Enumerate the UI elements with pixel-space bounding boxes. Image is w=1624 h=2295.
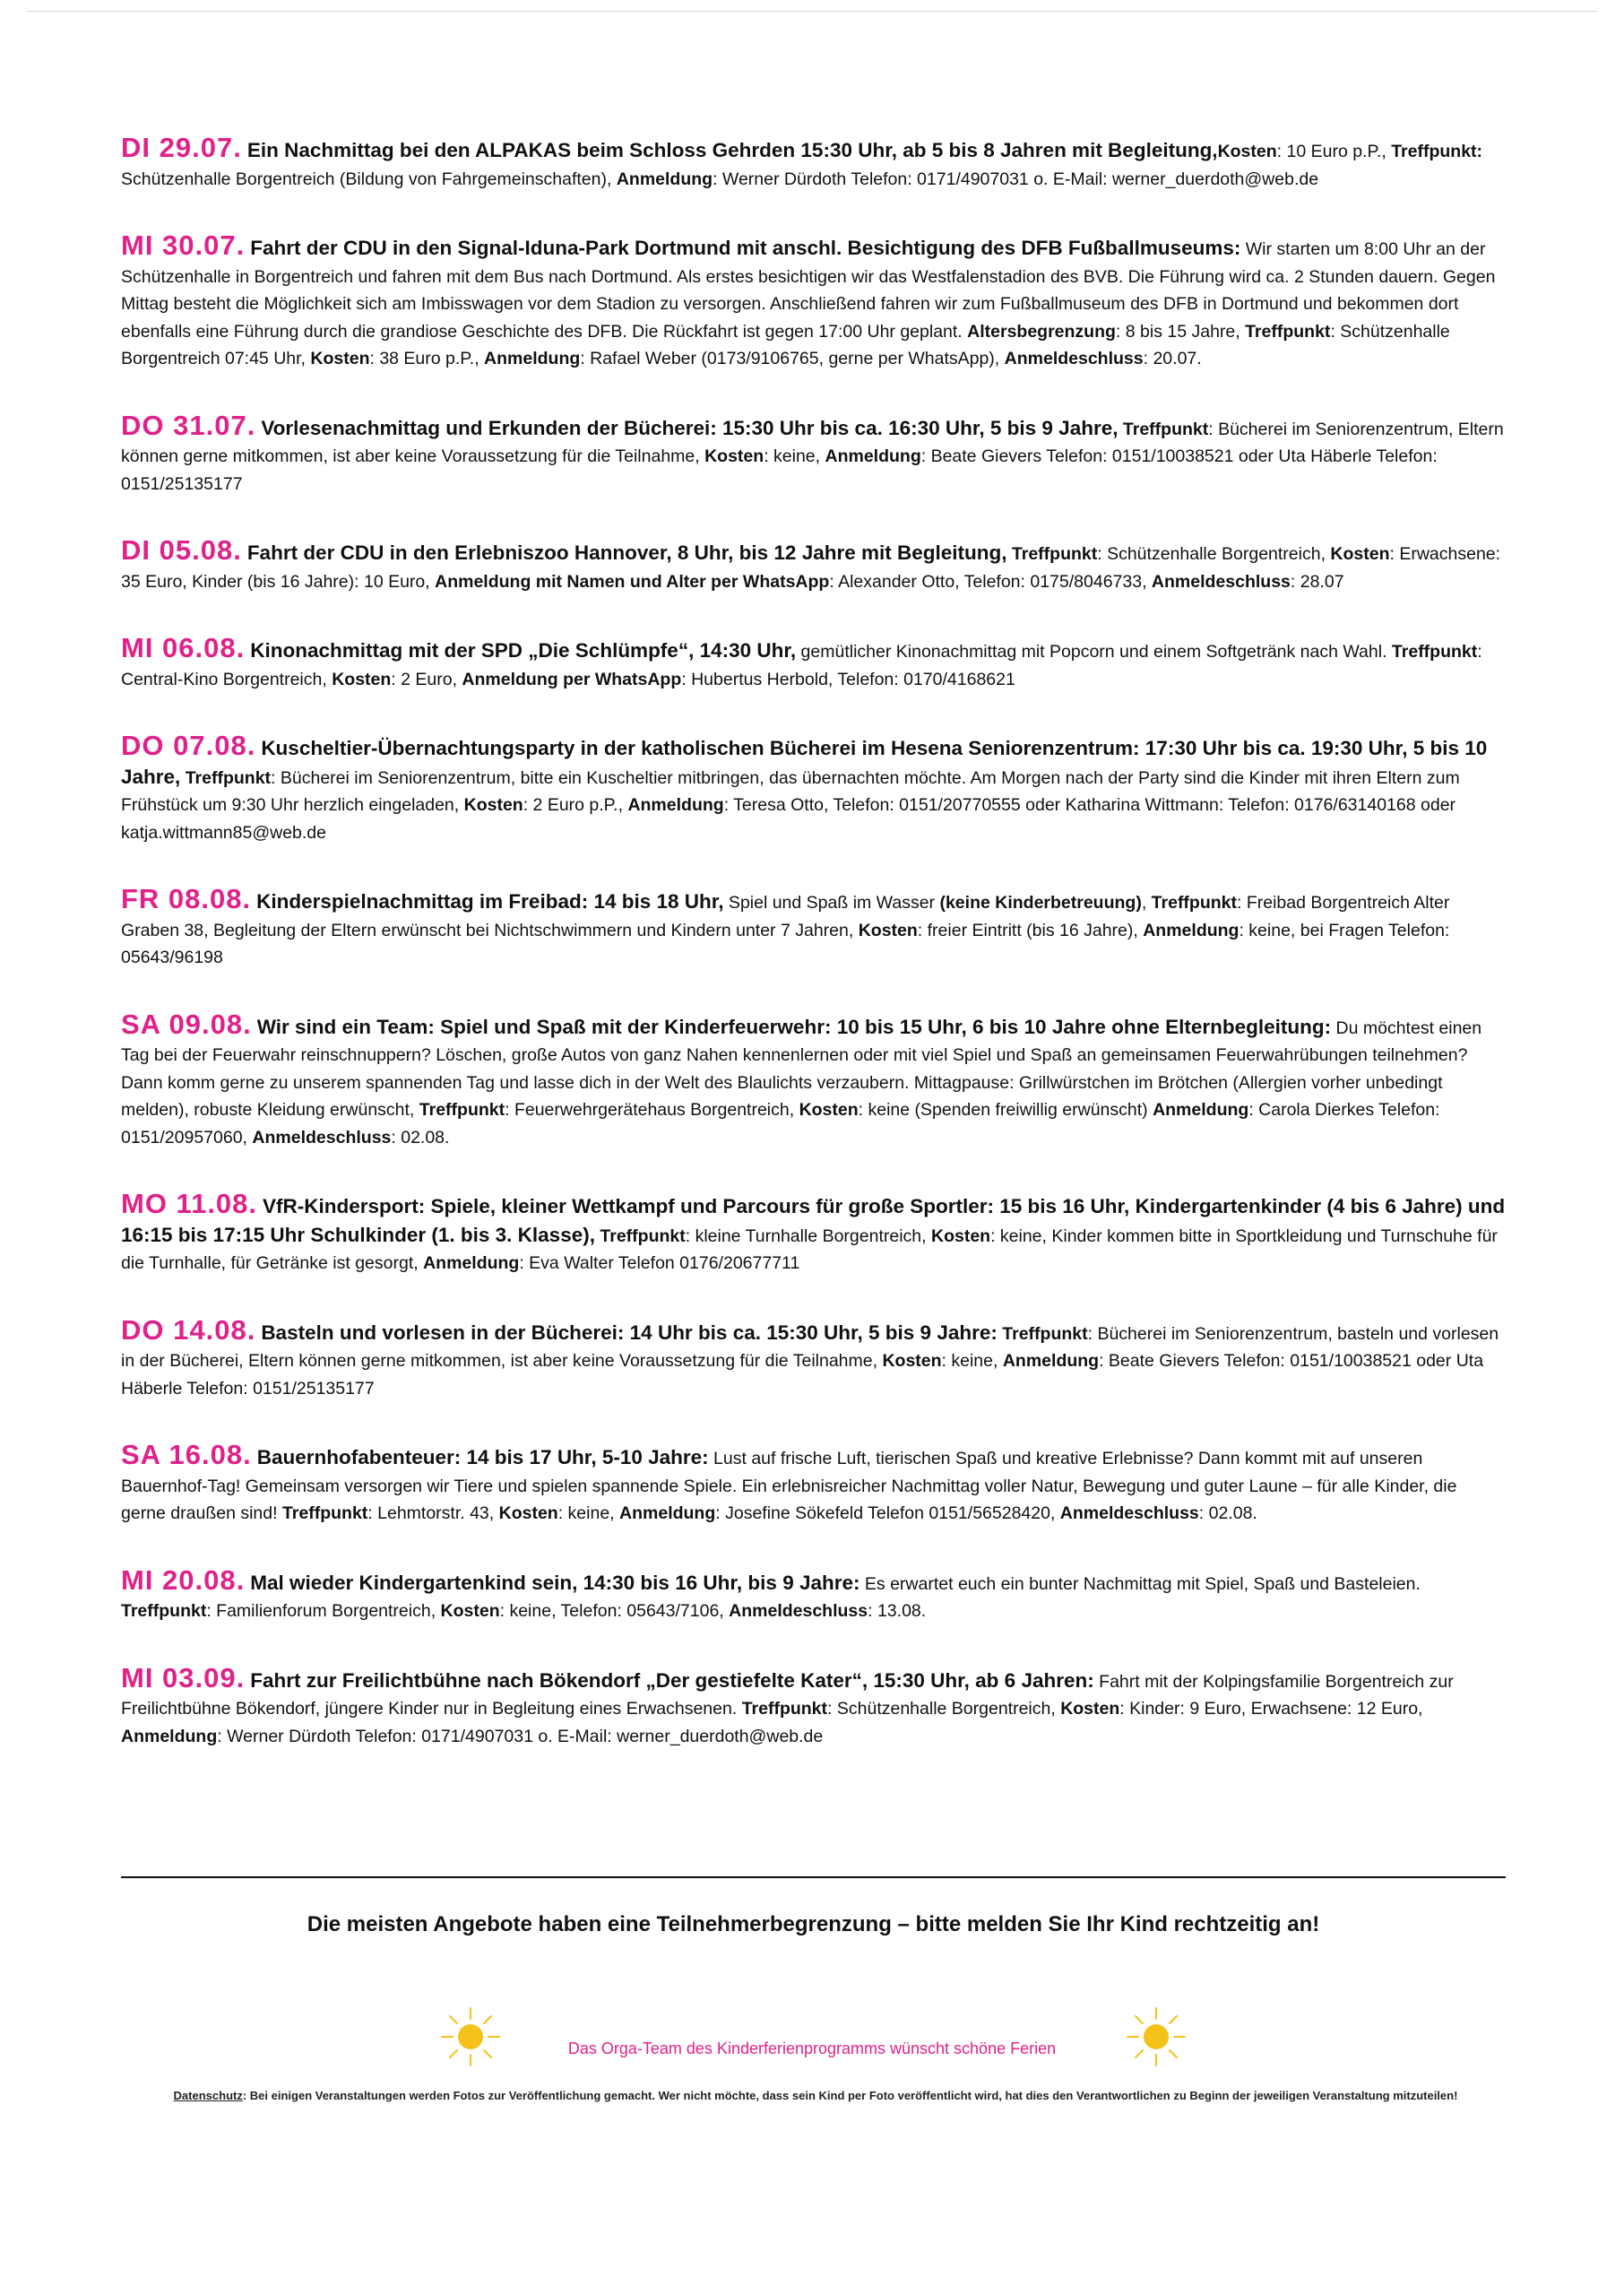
event-field-label: Kosten [1060,1699,1120,1719]
event-headline: Kuscheltier-Übernachtungsparty in der katholischen Bücherei im Hesena Seniorenzentrum: 17:30 Uhr bis ca. 19:30 Uhr, 5 bis 10 Jahre, [121,737,1488,788]
event-field-label: Anmeldeschluss [729,1601,868,1621]
event-entry [121,1313,1506,1403]
event-entry [121,1661,1506,1751]
event-field-label: Kosten [498,1503,558,1523]
event-field-text: : Erwachsene: 35 Euro, Kinder (bis 16 Jahre): 10 Euro, [121,544,1501,592]
event-field-text: : Feuerwehrgerätehaus Borgentreich, [505,1100,799,1120]
event-field-label: Kosten [882,1351,942,1371]
event-entry [121,632,1506,693]
event-field-label: Anmeldung [619,1503,716,1523]
event-date: FR 08.08. [121,883,252,914]
event-field-label: Treffpunkt [1245,321,1331,342]
event-field-text: : Beate Gievers Telefon: 0151/10038521 oder Uta Häberle Telefon: 0151/25135177 [121,1351,1484,1399]
event-field-text: : 13.08. [868,1601,927,1621]
event-field-text: : Schützenhalle Borgentreich 07:45 Uhr, [121,321,1450,368]
event-field-text: : keine, bei Fragen Telefon: 05643/96198 [121,920,1450,967]
event-headline: Basteln und vorlesen in der Bücherei: 14 Uhr bis ca. 15:30 Uhr, 5 bis 9 Jahre: [261,1321,998,1344]
event-field-label: Kosten [704,446,764,466]
event-headline: Wir sind ein Team: Spiel und Spaß mit der Kinderfeuerwehr: 10 bis 15 Uhr, 6 bis 10 Jahre ohne Elternbegleitung: [256,1015,1332,1038]
event-field-label: Treffpunkt: [1391,142,1483,161]
event-entry [121,534,1506,595]
event-field-text: Lust auf frische Luft, tierischen Spaß und kreative Erlebnisse? Dann kommt mit auf unseren Bauernhof-Tag! Gemeinsam versorgen wir Tiere und spielen spannende Spiele. Ein erlebnisreicher Nachmittag voller Natur, Bewegung und guter Laune – für alle Kinder, die gerne draußen sind! [121,1449,1457,1523]
event-field-label: Anmeldung [484,349,581,368]
privacy-label: Datenschutz [173,2089,243,2102]
event-field-label: Treffpunkt [1151,893,1238,913]
event-field-label: Anmeldung [1002,1351,1100,1371]
event-field-label: Treffpunkt [180,767,272,788]
event-headline: Fahrt der CDU in den Signal-Iduna-Park Dortmund mit anschl. Besichtigung des DFB Fußballmuseums: [250,237,1241,259]
event-field-label: Kosten [440,1601,500,1621]
event-field-label: Treffpunkt [1391,642,1478,662]
event-field-label: Treffpunkt [281,1503,368,1523]
event-field-text: : 2 Euro p.P., [523,795,628,815]
event-field-label: Anmeldung [627,795,724,815]
event-field-label: Treffpunkt [419,1100,505,1120]
event-headline: Fahrt der CDU in den Erlebniszoo Hannover, 8 Uhr, bis 12 Jahre mit Begleitung, [246,541,1007,564]
event-entry [121,732,1506,846]
event-field-text: : Teresa Otto, Telefon: 0151/20770555 oder Katharina Wittmann: Telefon: 0176/63140168 oder katja.wittmann85@web.de [121,795,1456,843]
event-field-label: Kosten [930,1225,991,1246]
event-field-label: Kosten [463,795,523,815]
event-field-text: : Kinder: 9 Euro, Erwachsene: 12 Euro, [1119,1699,1423,1719]
event-field-text: : Central-Kino Borgentreich, [121,642,1482,689]
event-date: SA 09.08. [121,1008,252,1040]
event-field-text: : 02.08. [391,1127,450,1148]
event-field-text: : Familienforum Borgentreich, [206,1601,441,1621]
event-field-label: Treffpunkt [741,1699,828,1719]
event-field-text: : Schützenhalle Borgentreich, [827,1699,1061,1719]
event-field-label: Kosten [310,349,370,368]
event-field-text: : Beate Gievers Telefon: 0151/10038521 oder Uta Häberle Telefon: 0151/25135177 [121,446,1438,494]
event-field-text: : Freibad Borgentreich Alter Graben 38, Begleitung der Eltern erwünscht bei Nichtschwimmern und Kindern unter 7 Jahren, [121,893,1450,940]
event-date: MI 03.09. [121,1661,246,1693]
event-field-label: Kosten [332,669,392,689]
event-field-label: Treffpunkt [1006,544,1098,564]
event-field-text: : Josefine Sökefeld Telefon 0151/56528420, [715,1503,1060,1523]
privacy-text: : Bei einigen Veranstaltungen werden Fotos zur Veröffentlichung gemacht. Wer nicht möchte, dass sein Kind per Foto veröffentlicht wird, hat dies den Verantwortlichen zu Beginn der jeweiligen Veranstaltung mitzuteilen! [242,2089,1458,2102]
sun-icon-left [435,2001,506,2073]
event-field-text: : 28.07 [1290,571,1344,592]
event-field-text: : 02.08. [1198,1503,1257,1523]
event-field-label: Anmeldeschluss [1151,571,1291,592]
event-field-text: Es erwartet euch ein bunter Nachmittag mit Spiel, Spaß und Basteleien. [860,1573,1421,1594]
event-date: MO 11.08. [121,1188,258,1219]
event-field-text: : 10 Euro p.P., [1276,142,1392,161]
event-field-label: Anmeldung [825,446,921,466]
event-field-label: Anmeldung [423,1253,520,1273]
event-headline: Kinderspielnachmittag im Freibad: 14 bis 18 Uhr, [256,890,724,913]
event-entry [121,1008,1506,1152]
event-field-text: Wir starten um 8:00 Uhr an der Schützenhalle in Borgentreich und fahren mit dem Bus nach Dortmund. Als erstes besichtigen wir das Westfalenstadion des BVB. Die Führung wird ca. 2 Stunden dauern. Gegen Mittag besteht die Möglichkeit sich am Imbisswagen vor dem Stadion zu versorgen. Anschließend fahren wir zum Fußballmuseum des DFB in Dortmund und bekommen dort ebenfalls eine Führung durch die grandiose Geschichte des DFB. Die Rückfahrt ist gegen 17:00 Uhr geplant. [121,239,1496,342]
event-headline: Fahrt zur Freilichtbühne nach Bökendorf „Der gestiefelte Kater“, 15:30 Uhr, ab 6 Jahren: [250,1668,1094,1692]
event-field-text: : Carola Dierkes Telefon: 0151/20957060, [121,1100,1440,1148]
event-field-label: Treffpunkt [594,1225,686,1246]
event-field-label: Kosten [1330,544,1390,564]
event-headline: Mal wieder Kindergartenkind sein, 14:30 bis 16 Uhr, bis 9 Jahre: [250,1571,860,1594]
event-entry [121,1439,1506,1528]
event-field-label: Anmeldeschluss [1004,349,1144,368]
event-headline: Vorlesenachmittag und Erkunden der Bücherei: 15:30 Uhr bis ca. 16:30 Uhr, 5 bis 9 Jahre, [261,416,1119,439]
event-field-text: : 38 Euro p.P., [369,349,485,368]
event-field-label: Treffpunkt [121,1601,207,1621]
event-field-text: : keine, Kinder kommen bitte in Sportkleidung und Turnschuhe für die Turnhalle, für Getränke ist gesorgt, [121,1225,1498,1273]
event-field-label: Anmeldung [1143,920,1240,940]
event-entry [121,1188,1506,1277]
event-date: MI 06.08. [121,632,246,663]
event-field-text: Schützenhalle Borgentreich (Bildung von Fahrgemeinschaften), [121,169,617,189]
event-field-label: Kosten [858,920,918,940]
event-field-text: : Hubertus Herbold, Telefon: 0170/4168621 [681,669,1015,689]
event-field-text: : keine, [557,1503,620,1523]
event-field-text: : keine, [764,446,825,466]
event-entry [121,232,1506,373]
event-field-text: : freier Eintritt (bis 16 Jahre), [917,920,1144,940]
event-field-text: Fahrt mit der Kolpingsfamilie Borgentreich zur Freilichtbühne Bökendorf, jüngere Kinder nur in Begleitung eines Erwachsenen. [121,1671,1454,1719]
event-field-label: Anmeldung [1153,1100,1249,1120]
event-field-text: : kleine Turnhalle Borgentreich, [685,1225,931,1246]
event-field-text: : Bücherei im Seniorenzentrum, basteln und vorlesen in der Bücherei, Eltern können gerne mitkommen, ist aber keine Voraussetzung für die Teilnahme, [121,1323,1499,1371]
event-field-label: (keine Kinderbetreuung) [939,893,1142,913]
event-field-label: Kosten [799,1100,859,1120]
event-headline: Ein Nachmittag bei den ALPAKAS beim Schloss Gehrden 15:30 Uhr, ab 5 bis 8 Jahren mit Begleitung, [246,139,1218,161]
event-entry [121,409,1506,498]
event-field-text: gemütlicher Kinonachmittag mit Popcorn und einem Softgetränk nach Wahl. [796,642,1392,662]
event-entry [121,1563,1506,1625]
event-field-text: : 2 Euro, [391,669,462,689]
event-field-label: Anmeldung per WhatsApp [462,669,682,689]
sun-icon-right [1120,2001,1192,2073]
event-field-label: Anmeldeschluss [252,1127,392,1148]
event-date: DO 07.08. [121,730,256,761]
event-date: DO 14.08. [121,1313,256,1346]
top-divider [27,11,1597,12]
event-field-text: Du möchtest einen Tag bei der Feuerwahr reinschnuppern? Löschen, große Autos von ganz Nahen kennenlernen oder mit viel Spiel und Spaß an gemeinsamen Feuerwahrübungen teilnehmen? Dann komm gerne zu unserem spannenden Tag und lasse dich in der Welt des Blaulichts verzaubern. Mittagpause: Grillwürstchen im Brötchen (Allergien vorher unbedingt melden), robuste Kleidung erwünscht, [121,1018,1482,1120]
event-field-label: Anmeldung mit Namen und Alter per WhatsApp [435,571,830,592]
event-field-text: : Schützenhalle Borgentreich, [1097,544,1331,564]
event-entry [121,134,1506,193]
event-field-text: : keine (Spenden freiwillig erwünscht) [858,1100,1153,1120]
event-headline: VfR-Kindersport: Spiele, kleiner Wettkampf und Parcours für große Sportler: 15 bis 16 Uhr, Kindergartenkinder (4 bis 6 Jahre) und 16:15 bis 17:15 Uhr Schulkinder (1. bis 3. Klasse), [121,1195,1506,1246]
event-field-label: Altersbegrenzung [967,321,1116,342]
event-headline: Bauernhofabenteuer: 14 bis 17 Uhr, 5-10 Jahre: [256,1446,709,1468]
event-field-text: : Eva Walter Telefon 0176/20677711 [519,1253,800,1273]
event-entry [121,883,1506,972]
event-date: DO 31.07. [121,409,256,441]
event-field-label: Anmeldung [616,169,713,189]
registration-notice: Die meisten Angebote haben eine Teilnehmerbegrenzung – bitte melden Sie Ihr Kind rechtzeitig an! [307,1912,1320,1936]
event-field-text: : Bücherei im Seniorenzentrum, bitte ein Kuscheltier mitbringen, das übernachten möchte. Am Morgen nach der Party sind die Kinder mit ihren Eltern zum Frühstück um 9:30 Uhr herzlich eingeladen, [121,767,1460,815]
event-field-text: Spiel und Spaß im Wasser [723,893,940,913]
event-date: DI 05.08. [121,534,242,566]
event-field-text: : 20.07. [1143,349,1202,368]
separator-line [121,1876,1506,1878]
footer-wish: Das Orga-Team des Kinderferienprogramms wünscht schöne Ferien [567,2040,1057,2057]
event-date: DI 29.07. [121,132,242,163]
event-field-label: Kosten [1217,142,1277,161]
privacy-note [148,2086,1483,2106]
event-field-text: : 8 bis 15 Jahre, [1115,321,1246,342]
event-date: SA 16.08. [121,1439,252,1470]
event-headline: Kinonachmittag mit der SPD „Die Schlümpfe“, 14:30 Uhr, [250,639,797,662]
event-field-label: Anmeldung [121,1726,218,1746]
event-date: MI 30.07. [121,230,246,261]
event-field-label: Anmeldeschluss [1059,1503,1199,1523]
event-field-text: : Werner Dürdoth Telefon: 0171/4907031 o. E-Mail: werner_duerdoth@web.de [217,1726,824,1746]
event-list [121,134,1506,1789]
event-field-text: : keine, [941,1351,1003,1371]
event-field-text: : Lehmtorstr. 43, [367,1503,499,1523]
event-field-text: : Alexander Otto, Telefon: 0175/8046733, [829,571,1152,592]
event-field-text: : Bücherei im Seniorenzentrum, Eltern können gerne mitkommen, ist aber keine Voraussetzung für die Teilnahme, [121,419,1504,466]
event-field-label: Treffpunkt [997,1323,1088,1344]
event-field-text: : Werner Dürdoth Telefon: 0171/4907031 o. E-Mail: werner_duerdoth@web.de [713,169,1319,189]
event-date: MI 20.08. [121,1563,246,1596]
event-field-label: Treffpunkt [1118,419,1209,439]
event-field-text: : Rafael Weber (0173/9106765, gerne per WhatsApp), [580,349,1005,368]
event-field-text: , [1141,893,1152,913]
event-field-text: : keine, Telefon: 05643/7106, [499,1601,730,1621]
